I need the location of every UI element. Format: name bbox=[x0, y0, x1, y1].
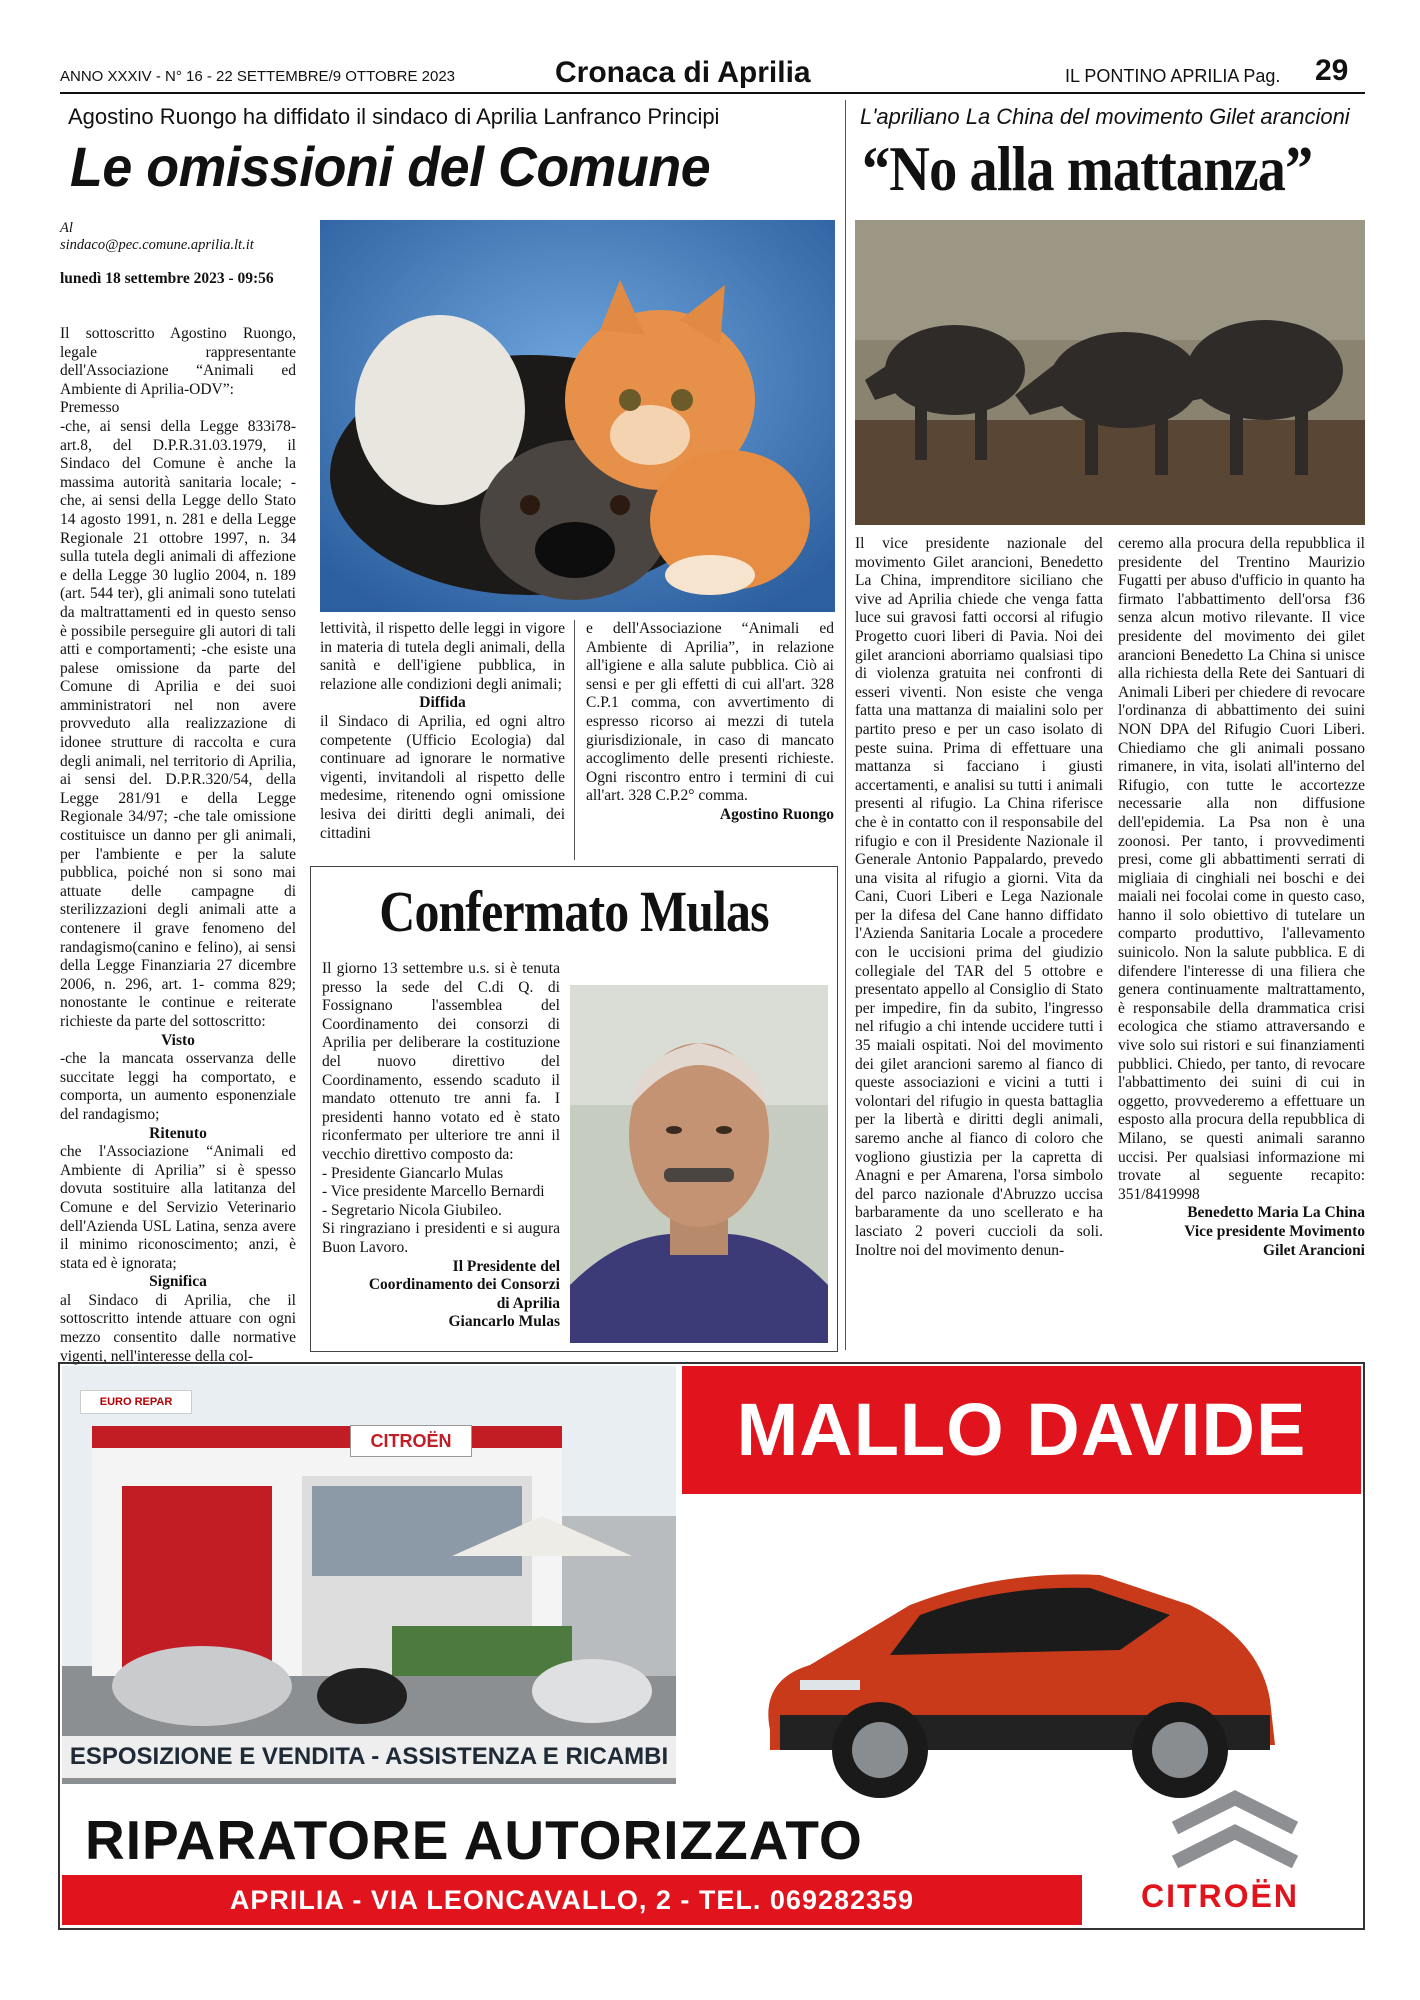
list-item: - Vice presidente Marcello Bernardi bbox=[322, 1183, 545, 1201]
recipient-label: Al bbox=[60, 220, 73, 236]
column-divider bbox=[845, 100, 846, 1350]
signature-line: di Aprilia bbox=[496, 1294, 560, 1312]
paragraph: Premesso bbox=[60, 399, 120, 417]
article1-recipient bbox=[60, 220, 296, 254]
issue-line: ANNO XXXIV - N° 16 - 22 SETTEMBRE/9 OTTOBRE 2023 bbox=[60, 68, 456, 85]
article1-col3 bbox=[586, 620, 834, 825]
article1-col1 bbox=[60, 325, 296, 1365]
article3-kicker: L'apriliano La China del movimento Gilet arancioni bbox=[860, 104, 1350, 129]
paragraph: Il giorno 13 settembre u.s. si è tenuta presso la sede del C.di Q. di Fossignano l'assemblea del Coordinamento dei consorzi di Aprilia per deliberare la costituzione del nuovo direttivo del Coordinamento, essendo scaduto il mandato ottenuto tre anni fa. I presidenti hanno votato ed è stato riconfermato per ulteriore tre anni il vecchio direttivo composto da: bbox=[322, 960, 560, 1163]
article1-date: lunedì 18 settembre 2023 - 09:56 bbox=[60, 270, 274, 287]
section-title: Cronaca di Aprilia bbox=[555, 56, 811, 89]
paragraph: -che, ai sensi della Legge 833i78-art.8, del D.P.R.31.03.1979, il Sindaco del Comune è anche la massima autorità sanitaria locale; -che, ai sensi della Legge dello Stato 14 agosto 1991, n. 281 e della Legge Regionale 21 ottobre 1997, n. 34 sulla tutela degli animali di affezione e della Legge 30 luglio 2004, n. 189 (art. 544 ter), gli animali sono tutelati da maltrattamenti ed in questo senso è possibile perseguire gli autori di tali atti e comportamenti; -che esiste una palese omissione da parte del Comune di Aprilia e dei suoi amministratori nel non avere provveduto alla realizzazione di idonee strutture di raccolta e cura degli animali, nel territorio di Aprilia, ai sensi del. D.P.R.320/54, della Legge 281/91 e della Legge Regionale 34/97; -che tale omissione costituisce un danno per gli animali, per l'ambiente e per la salute pubblica, poiché non si sono mai attuate delle campagne di sterilizzazioni degli animali atte a contenere il grave fenomeno del randagismo(canino e felino), ai sensi della Legge Finanziaria 27 dicembre 2006, n. 296, art. 1- comma 829; nonostante le continue e reiterate richieste da parte del sottoscritto: bbox=[60, 417, 296, 1030]
photo-caption: ESPOSIZIONE E VENDITA - ASSISTENZA E RICAMBI bbox=[62, 1736, 676, 1778]
paragraph: lettività, il rispetto delle leggi in vigore in materia di tutela degli animali, della sanità e dell'igiene pubblica, in relazione alle condizioni degli animali; bbox=[320, 620, 565, 693]
paragraph: al Sindaco di Aprilia, che il sottoscritto intende attuare con ogni mezzo consentito dalle normative vigenti, nell'interesse della col- bbox=[60, 1291, 296, 1365]
column-divider bbox=[574, 620, 575, 860]
paragraph: Si ringraziano i presidenti e si augura Buon Lavoro. bbox=[322, 1220, 560, 1256]
brand-banner: MALLO DAVIDE bbox=[682, 1366, 1361, 1494]
signature-line: Il Presidente del bbox=[452, 1257, 560, 1275]
signature-line: Benedetto Maria La China bbox=[1187, 1204, 1365, 1222]
subhead-ritenuto: Ritenuto bbox=[149, 1124, 207, 1142]
article3-col2 bbox=[1118, 535, 1365, 1260]
euro-repar-sign: EURO REPAR bbox=[80, 1390, 192, 1414]
paragraph: Il vice presidente nazionale del movimento Gilet arancioni, Benedetto La China, imprenditore siciliano che vive ad Aprilia chiede che venga fatta luce sui gravosi fatti occorsi al rifugio Progetto cuori liberi di Pavia. Noi dei gilet arancioni aborriamo qualsiasi tipo di violenza gratuita nei confronti di esseri viventi. Non esiste che venga fatta una mattanza di maialini solo per partito preso e per un caso isolato di peste suina. Prima di effettuare una mattanza si facciano i giusti accertamenti, e analisi su tutti i animali presenti al rifugio. La China riferisce che è in contatto con il responsabile del rifugio e con il Presidente Nazionale il Generale Antonio Pappalardo, prevedo una visita al rifugio a giorni. Vita da Cani, Cuori Liberi e Lega Nazionale per la difesa del Cane hanno diffidato l'Azienda Sanitaria Locale a procedere con le uccisioni prima del giudizio collegiale del TAR del 5 ottobre e presentato appello al Consiglio di Stato per impedire, fin da subito, l'ingresso nel rifugio a chi intende uccidere tutti i 35 maiali ospitati. Noi del movimento dei gilet arancioni saremo al fianco di queste associazioni e vicini a tutti i volontari del rifugio in questa battaglia per la libertà e diritti degli animali, saremo anche al fianco di coloro che vogliono giustizia per la capretta di Anagni e per Amarena, l'orsa simbolo del parco nazionale d'Abruzzo uccisa barbaramente da uno scellerato e ha lasciato 2 poveri cuccioli da soli. Inoltre noi del movimento denun- bbox=[855, 535, 1103, 1259]
article2-title: Confermato Mulas bbox=[379, 879, 769, 944]
paragraph: Il sottoscritto Agostino Ruongo, legale rappresentante dell'Associazione “Animali ed Ambiente di Aprilia-ODV”: bbox=[60, 325, 296, 398]
article1-title: Le omissioni del Comune bbox=[70, 135, 711, 198]
paper-name: IL PONTINO APRILIA Pag. bbox=[1065, 66, 1281, 86]
ad-headline: RIPARATORE AUTORIZZATO bbox=[85, 1809, 863, 1871]
paragraph: e dell'Associazione “Animali ed Ambiente di Aprilia”, in relazione all'igiene e alla salute pubblica. Ciò ai sensi e per gli effetti di cui all'art. 328 C.P.1 comma, con avvertimento di espresso ricorso ai mezzi di tutela giurisdizionale, in caso di mancato accoglimento delle presenti richieste. Ogni riscontro entro i termini di cui all'art. 328 C.P.2° comma. bbox=[586, 620, 834, 805]
citroen-logo-text: CITROËN bbox=[1141, 1878, 1299, 1914]
header-rule bbox=[60, 92, 1365, 94]
paragraph: -che la mancata osservanza delle succitate leggi ha comportato, e comporta, un aumento esponenziale del randagismo; bbox=[60, 1050, 296, 1123]
citroen-chevrons-icon bbox=[1160, 1790, 1310, 1870]
subhead-significa: Significa bbox=[149, 1273, 207, 1291]
boars-photo bbox=[855, 220, 1365, 525]
page-number: 29 bbox=[1315, 54, 1349, 87]
address-bar: APRILIA - VIA LEONCAVALLO, 2 - TEL. 069282359 bbox=[62, 1875, 1082, 1925]
article2-body bbox=[322, 960, 560, 1332]
dog-cat-photo bbox=[320, 220, 835, 612]
signature-line: Giancarlo Mulas bbox=[448, 1313, 560, 1331]
subhead-visto: Visto bbox=[161, 1031, 195, 1049]
list-item: - Presidente Giancarlo Mulas bbox=[322, 1164, 504, 1182]
paragraph: che l'Associazione “Animali ed Ambiente di Aprilia” si è spesso dovuta sostituire alla latitanza del Comune e del Servizio Veterinario dell'Azienda USL Latina, senza avere il minimo riconoscimento; anzi, è stata ed è ignorata; bbox=[60, 1143, 296, 1272]
subhead-diffida: Diffida bbox=[419, 694, 466, 712]
signature-line: Gilet Arancioni bbox=[1262, 1241, 1365, 1259]
list-item: - Segretario Nicola Giubileo. bbox=[322, 1201, 502, 1219]
paragraph: il Sindaco di Aprilia, ed ogni altro competente (Ufficio Ecologia) dal continuare ad ignorare le normative vigenti, invitandoli al rispetto delle medesime, ritenendo ogni omissione lesiva dei diritti degli animali, dei cittadini bbox=[320, 712, 565, 842]
article3-col1 bbox=[855, 535, 1103, 1347]
article3-title: “No alla mattanza” bbox=[862, 133, 1313, 204]
citroen-sign: CITROËN bbox=[350, 1425, 472, 1457]
article1-kicker: Agostino Ruongo ha diffidato il sindaco di Aprilia Lanfranco Principi bbox=[68, 104, 720, 129]
paragraph: ceremo alla procura della repubblica il presidente del Trentino Maurizio Fugatti per abuso d'ufficio in quanto ha firmato l'abbattimento dell'orsa f36 senza alcun motivo rilevante. Il vice presidente del movimento dei gilet arancioni Benedetto La China si unisce alla richiesta della Rete dei Santuari di Animali Liberi per chiedere di revocare l'ordinanza di abbattimento dei suini NON DPA del Rifugio Cuori Liberi. Chiediamo che gli animali possano rimanere, in vita, isolati all'interno del Rifugio, con tutte le accortezze necessarie alla non diffusione dell'epidemia. La Psa non è una zoonosi. Per tanto, i provvedimenti presi, come gli abbattimenti serrati di migliaia di cinghiali nei boschi e dei maiali nei focolai come in questo caso, hanno il solo obiettivo di tutelare un comparto produttivo, l'allevamento suinicolo. Non la salute pubblica. E di difendere l'interesse di una filiera che genera continuamente maltrattamento, è responsabile della drammatica crisi ecologica che stiamo attraversando e vive solo sui ristori e sui finanziamenti pubblici. Chiedo, per tanto, di revocare l'abbattimento dei suini di cui in oggetto, provvederemo a effettuare un esposto alla procura della repubblica di Milano, se questi animali saranno uccisi. Per qualsiasi informazione mi trovate al seguente recapito: 351/8419998 bbox=[1118, 535, 1365, 1203]
article1-col2 bbox=[320, 620, 565, 843]
signature: Agostino Ruongo bbox=[719, 805, 834, 823]
signature-line: Vice presidente Movimento bbox=[1184, 1222, 1365, 1240]
car-image bbox=[740, 1530, 1300, 1800]
recipient-email: sindaco@pec.comune.aprilia.lt.it bbox=[60, 237, 254, 253]
signature-line: Coordinamento dei Consorzi bbox=[368, 1276, 560, 1294]
mulas-portrait bbox=[570, 985, 828, 1343]
